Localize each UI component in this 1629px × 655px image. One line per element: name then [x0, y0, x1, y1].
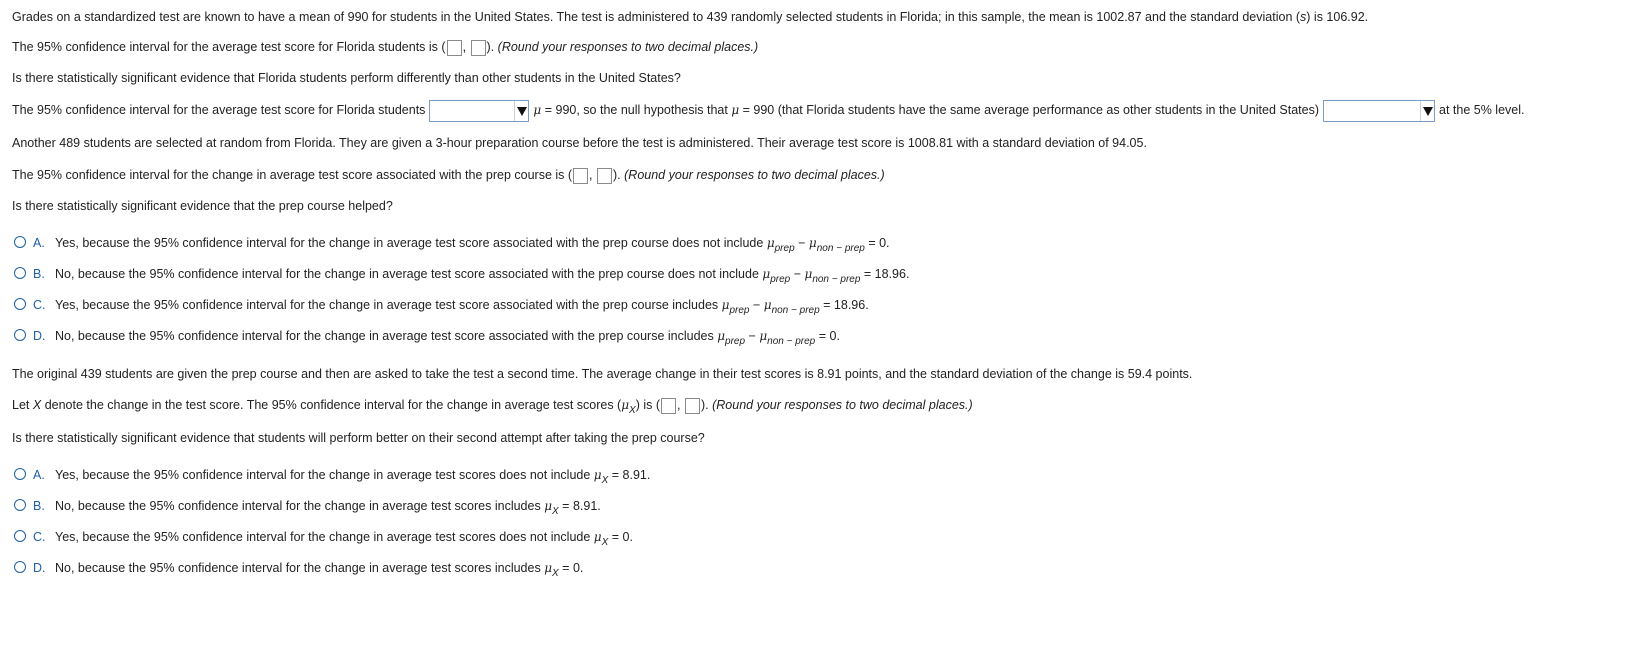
- q3-option-d[interactable]: [14, 559, 583, 579]
- q2-ci-upper-input[interactable]: [597, 168, 612, 184]
- q2-intro: Another 489 students are selected at random from Florida. They are given a 3-hour preparation course before the test is administered. Their average test score is 1008.81 with a standard deviation of 94.05.: [12, 136, 1147, 150]
- option-letter: D.: [33, 561, 46, 575]
- q3-ci-suffix: ).: [700, 398, 709, 412]
- subscript-x: X: [601, 537, 609, 548]
- radio-button[interactable]: [14, 329, 26, 341]
- option-letter: A.: [33, 468, 45, 482]
- option-text: Yes, because the 95% confidence interval for the change in average test scores does not include: [55, 468, 591, 482]
- radio-button[interactable]: [14, 298, 26, 310]
- subscript-x: X: [601, 475, 609, 486]
- subscript-x: X: [552, 506, 559, 517]
- chevron-down-icon[interactable]: [514, 101, 528, 121]
- radio-button[interactable]: [14, 561, 26, 573]
- q1-reject-dropdown[interactable]: [1323, 100, 1435, 122]
- q2-option-c[interactable]: [14, 296, 869, 316]
- q2-option-b[interactable]: [14, 265, 909, 285]
- option-value: = 0.: [562, 561, 584, 575]
- option-letter: D.: [33, 329, 46, 343]
- option-value: = 18.96.: [863, 267, 910, 281]
- radio-button[interactable]: [14, 267, 26, 279]
- q3-ci-lower-input[interactable]: [661, 398, 676, 414]
- radio-button[interactable]: [14, 236, 26, 248]
- option-letter: B.: [33, 267, 45, 281]
- mu-symbol: μ: [544, 561, 553, 575]
- q2-ci-line: [12, 166, 885, 184]
- q1-stmt-mu1: μ: [533, 103, 542, 117]
- radio-button[interactable]: [14, 468, 26, 480]
- subscript-x: X: [629, 405, 636, 416]
- subscript-non-prep: non − prep: [812, 274, 861, 285]
- q2-ci-sep: ,: [589, 168, 593, 182]
- mu-symbol: μ: [593, 530, 602, 544]
- mu-symbol: μ: [544, 499, 553, 513]
- q1-ci-line: [12, 38, 758, 56]
- mu-symbol: μ: [717, 329, 726, 343]
- q1-ci-suffix: ).: [486, 40, 495, 54]
- option-text: Yes, because the 95% confidence interval for the change in average test score associated with the prep course does not include: [55, 236, 764, 250]
- option-text: No, because the 95% confidence interval for the change in average test scores includes: [55, 499, 541, 513]
- q3-ci-prefix-a: Let: [12, 398, 30, 412]
- option-text: Yes, because the 95% confidence interval for the change in average test score associated with the prep course includes: [55, 298, 719, 312]
- q1-statement-line: [12, 98, 1524, 122]
- subscript-non-prep: non − prep: [767, 336, 816, 347]
- q1-intro-s-symbol: s: [1300, 10, 1307, 24]
- mu-symbol: μ: [763, 298, 772, 312]
- subscript-x: X: [552, 568, 559, 579]
- q2-ci-prefix: The 95% confidence interval for the change in average test score associated with the prep course is (: [12, 168, 573, 182]
- q1-include-dropdown[interactable]: [429, 100, 529, 122]
- q2-round-note: (Round your responses to two decimal places.): [624, 168, 885, 182]
- option-value: = 0.: [818, 329, 840, 343]
- option-text: Yes, because the 95% confidence interval for the change in average test scores does not include: [55, 530, 591, 544]
- subscript-prep: prep: [729, 305, 750, 316]
- q1-intro-text: Grades on a standardized test are known to have a mean of 990 for students in the United States. The test is administered to 439 randomly selected students in Florida; in this sample, the mean is 1002.87 and the standard deviation (: [12, 10, 1301, 24]
- q3-option-a[interactable]: [14, 466, 650, 486]
- subscript-non-prep: non − prep: [816, 243, 865, 254]
- mu-symbol: μ: [721, 298, 730, 312]
- option-value: = 8.91.: [562, 499, 601, 513]
- q2-option-a[interactable]: [14, 234, 890, 254]
- q1-ci-prefix: The 95% confidence interval for the average test score for Florida students is (: [12, 40, 446, 54]
- minus-sign: −: [793, 267, 802, 281]
- q1-ci-upper-input[interactable]: [471, 40, 486, 56]
- option-letter: C.: [33, 530, 46, 544]
- minus-sign: −: [748, 329, 756, 343]
- q3-option-b[interactable]: [14, 497, 601, 517]
- option-text: No, because the 95% confidence interval for the change in average test scores includes: [55, 561, 541, 575]
- subscript-prep: prep: [770, 274, 791, 285]
- mu-symbol: μ: [762, 267, 771, 281]
- option-text: No, because the 95% confidence interval for the change in average test score associated with the prep course includes: [55, 329, 714, 343]
- q1-stmt-part4: at the 5% level.: [1439, 103, 1525, 117]
- q1-stmt-part2: = 990, so the null hypothesis that: [544, 103, 728, 117]
- q3-ci-upper-input[interactable]: [685, 398, 700, 414]
- q3-ci-prefix-c: ) is (: [635, 398, 661, 412]
- q1-stmt-part3: = 990 (that Florida students have the same average performance as other students in the United States): [742, 103, 1319, 117]
- q2-sig-question: Is there statistically significant evidence that the prep course helped?: [12, 199, 393, 213]
- q1-sig-question: Is there statistically significant evidence that Florida students perform differently than other students in the United States?: [12, 71, 681, 85]
- option-letter: C.: [33, 298, 46, 312]
- option-letter: B.: [33, 499, 45, 513]
- q3-sig-question: Is there statistically significant evidence that students will perform better on their second attempt after taking the prep course?: [12, 431, 705, 445]
- q3-intro: The original 439 students are given the prep course and then are asked to take the test a second time. The average change in their test scores is 8.91 points, and the standard deviation of the change is 59.4 points.: [12, 367, 1193, 381]
- q1-intro: [12, 8, 1368, 26]
- subscript-prep: prep: [774, 243, 795, 254]
- q2-option-d[interactable]: [14, 327, 840, 347]
- q3-ci-line: [12, 396, 973, 416]
- q2-ci-lower-input[interactable]: [573, 168, 588, 184]
- mu-symbol: μ: [808, 236, 817, 250]
- option-letter: A.: [33, 236, 45, 250]
- q2-ci-suffix: ).: [613, 168, 621, 182]
- radio-button[interactable]: [14, 530, 26, 542]
- mu-symbol: μ: [804, 267, 813, 281]
- q3-round-note: (Round your responses to two decimal places.): [712, 398, 973, 412]
- q1-round-note: (Round your responses to two decimal places.): [497, 40, 759, 54]
- q3-ci-sep: ,: [677, 398, 681, 412]
- mu-symbol: μ: [621, 398, 630, 412]
- mu-symbol: μ: [766, 236, 775, 250]
- subscript-non-prep: non − prep: [771, 305, 820, 316]
- radio-button[interactable]: [14, 499, 26, 511]
- option-value: = 0.: [611, 530, 633, 544]
- option-value: = 8.91.: [611, 468, 651, 482]
- subscript-prep: prep: [725, 336, 746, 347]
- q3-option-c[interactable]: [14, 528, 633, 548]
- q3-ci-var-x: X: [32, 398, 42, 412]
- q1-ci-lower-input[interactable]: [447, 40, 462, 56]
- q1-stmt-mu2: μ: [731, 103, 740, 117]
- minus-sign: −: [798, 236, 806, 250]
- mu-symbol: μ: [759, 329, 768, 343]
- q1-intro-end: ) is 106.92.: [1306, 10, 1369, 24]
- chevron-down-icon[interactable]: [1420, 101, 1434, 121]
- q3-ci-prefix-b: denote the change in the test score. The 95% confidence interval for the change in average test scores (: [44, 398, 622, 412]
- mu-symbol: μ: [593, 468, 602, 482]
- q1-stmt-part1: The 95% confidence interval for the average test score for Florida students: [12, 103, 426, 117]
- minus-sign: −: [752, 298, 761, 312]
- option-text: No, because the 95% confidence interval for the change in average test score associated with the prep course does not include: [55, 267, 759, 281]
- option-value: = 18.96.: [823, 298, 869, 312]
- option-value: = 0.: [868, 236, 890, 250]
- q1-ci-sep: ,: [462, 40, 467, 54]
